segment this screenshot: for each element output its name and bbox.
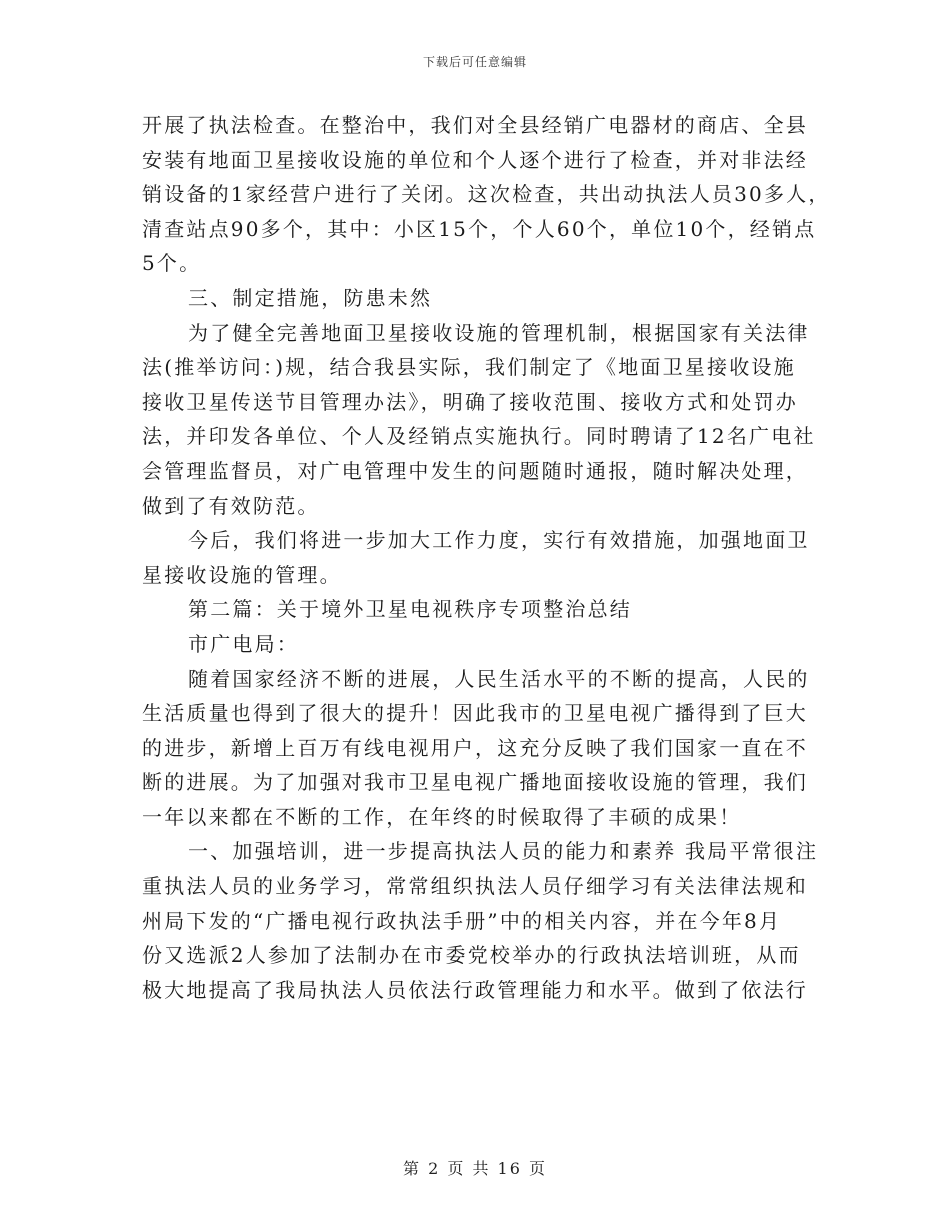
- text-line: 做到了有效防范。: [142, 493, 320, 518]
- text-line: 法(推举访问：)规，结合我县实际，我们制定了《地面卫星接收设施: [142, 355, 796, 380]
- page-number: 第 2 页 共 16 页: [403, 1159, 547, 1178]
- text-line: 为了健全完善地面卫星接收设施的管理机制，根据国家有关法律: [188, 320, 810, 345]
- text-line: 清查站点90多个，其中：小区15个，个人60个，单位10个，经销点: [142, 216, 817, 241]
- text-line: 三、制定措施，防患未然: [188, 285, 433, 310]
- text-line: 一、加强培训，进一步提高执法人员的能力和素养 我局平常很注: [188, 839, 819, 864]
- text-line: 销设备的1家经营户进行了关闭。这次检查，共出动执法人员30多人，: [142, 182, 831, 207]
- text-line: 第二篇：关于境外卫星电视秩序专项整治总结: [188, 597, 632, 622]
- text-line: 断的进展。为了加强对我市卫星电视广播地面接收设施的管理，我们: [142, 770, 808, 795]
- text-line: 星接收设施的管理。: [142, 562, 342, 587]
- text-line: 今后，我们将进一步加大工作力度，实行有效措施，加强地面卫: [188, 528, 810, 553]
- text-line: 生活质量也得到了很大的提升！因此我市的卫星电视广播得到了巨大: [142, 701, 808, 726]
- text-line: 份又选派2人参加了法制办在市委党校举办的行政执法培训班，从而: [142, 943, 801, 968]
- text-line: 州局下发的“广播电视行政执法手册”中的相关内容，并在今年8月: [142, 908, 782, 933]
- text-line: 开展了执法检查。在整治中，我们对全县经销广电器材的商店、全县: [142, 113, 808, 137]
- text-line: 法，并印发各单位、个人及经销点实施执行。同时聘请了12名广电社: [142, 424, 816, 449]
- text-line: 市广电局：: [188, 631, 299, 656]
- text-line: 5个。: [142, 251, 202, 276]
- text-line: 重执法人员的业务学习，常常组织执法人员仔细学习有关法律法规和: [142, 874, 808, 899]
- page-header: 下载后可任意编辑: [422, 55, 527, 69]
- document-body: [142, 108, 831, 1007]
- text-line: 安装有地面卫星接收设施的单位和个人逐个进行了检查，并对非法经: [142, 147, 808, 172]
- text-line: 一年以来都在不断的工作，在年终的时候取得了丰硕的成果！: [142, 804, 742, 829]
- text-line: 会管理监督员，对广电管理中发生的问题随时通报，随时解决处理，: [142, 458, 808, 483]
- text-line: 接收卫星传送节目管理办法》，明确了接收范围、接收方式和处罚办: [142, 389, 798, 414]
- text-line: 的进步，新增上百万有线电视用户，这充分反映了我们国家一直在不: [142, 735, 808, 760]
- text-line: 极大地提高了我局执法人员依法行政管理能力和水平。做到了依法行: [142, 977, 808, 1002]
- text-line: 随着国家经济不断的进展，人民生活水平的不断的提高，人民的: [188, 666, 810, 691]
